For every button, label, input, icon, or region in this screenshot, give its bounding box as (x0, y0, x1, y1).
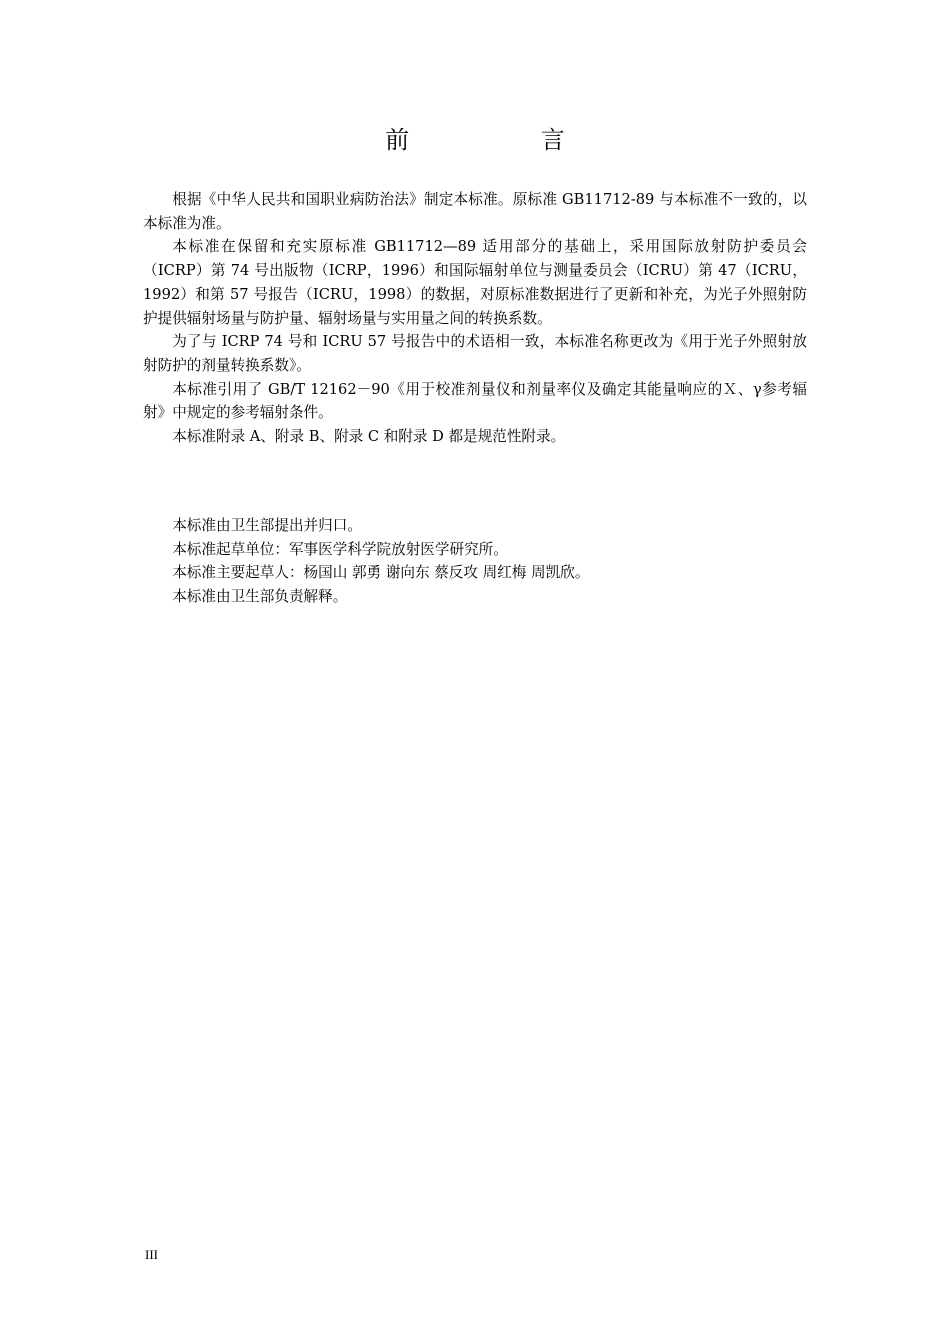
org-line-proposer: 本标准由卫生部提出并归口。 (172, 517, 362, 534)
paragraph-annexes: 本标准附录 A、附录 B、附录 C 和附录 D 都是规范性附录。 (172, 428, 566, 446)
org-line-drafters: 本标准主要起草人：杨国山 郭勇 谢向东 蔡反攻 周红梅 周凯欣。 (172, 564, 590, 582)
paragraph-reference-radiation: 本标准引用了 GB/T 12162－90《用于校准剂量仪和剂量率仪及确定其能量响应的Ｘ、γ参考辐射》中规定的参考辐射条件。 (143, 380, 807, 422)
foreword-body (143, 188, 807, 449)
paragraph-revision-basis: 本标准在保留和充实原标准 GB11712—89 适用部分的基础上，采用国际放射防护委员会（ICRP）第 74 号出版物（ICRP，1996）和国际辐射单位与测量委员会（ICRU）第 47（ICRU，1992）和第 57 号报告（ICRU，1998）的数据，对原标准数据进行了更新和补充，为光子外照射防护提供辐射场量与防护量、辐射场量与实用量之间的转换系数。 (143, 238, 807, 327)
org-line-interpretation: 本标准由卫生部负责解释。 (172, 588, 348, 606)
foreword-organization (143, 514, 807, 609)
paragraph-legal-basis: 根据《中华人民共和国职业病防治法》制定本标准。原标准 GB11712-89 与本标准不一致的，以本标准为准。 (143, 191, 807, 232)
paragraph-title-change: 为了与 ICRP 74 号和 ICRU 57 号报告中的术语相一致，本标准名称更改为《用于光子外照射放射防护的剂量转换系数》。 (143, 333, 807, 374)
org-line-drafting-unit: 本标准起草单位：军事医学科学院放射医学研究所。 (172, 540, 508, 558)
page-title: 前 言 (385, 126, 627, 154)
page-number: III (145, 1247, 158, 1262)
